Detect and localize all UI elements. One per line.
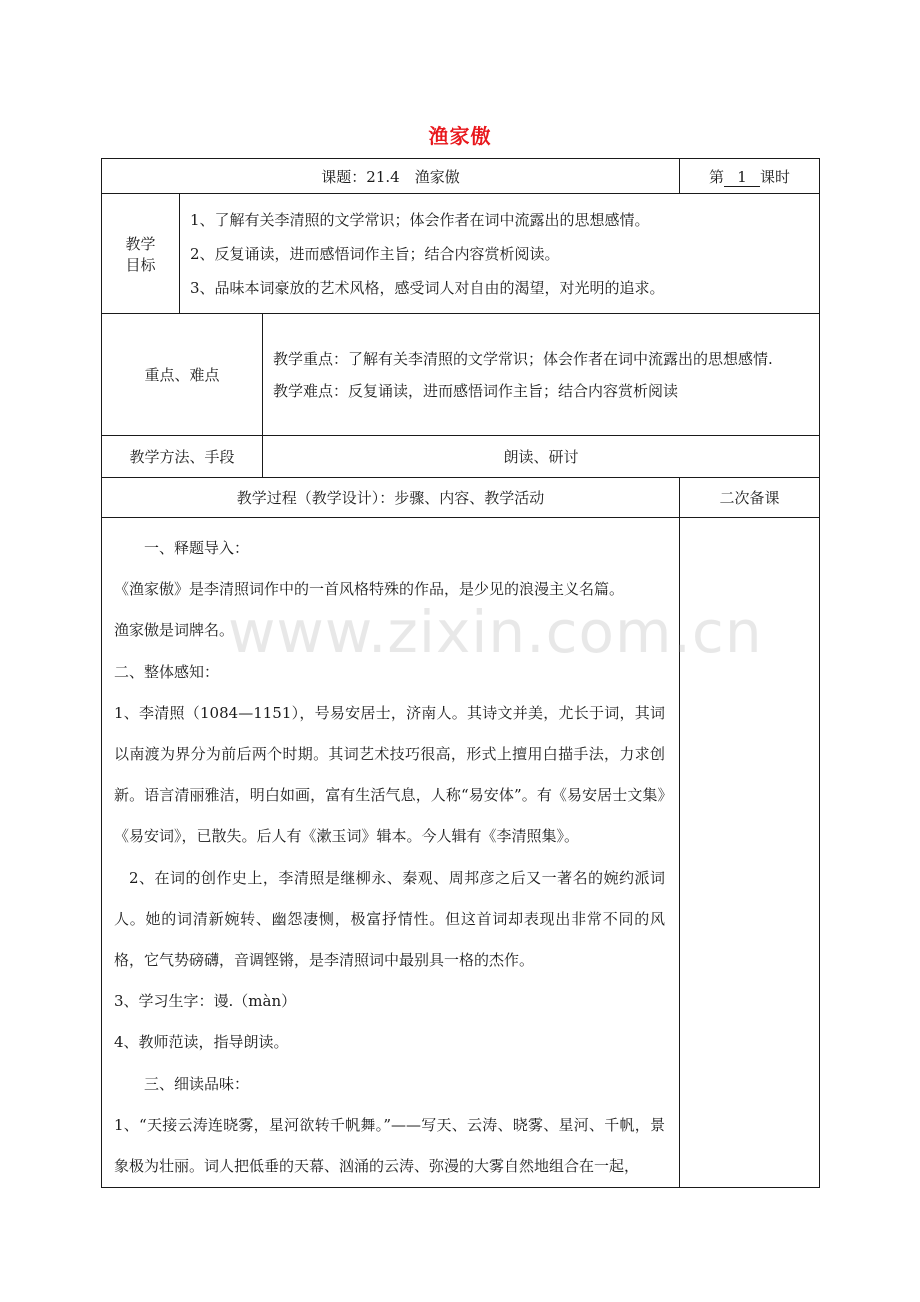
paragraph: 渔家傲是词牌名。	[114, 621, 235, 640]
section-heading: 二、整体感知：	[114, 662, 220, 681]
process-header-row	[102, 478, 820, 518]
paragraph: 4、教师范读，指导朗读。	[114, 1033, 289, 1052]
period-number: 1	[724, 168, 760, 187]
goals-row	[102, 194, 820, 314]
period-prefix: 第	[708, 167, 724, 186]
methods-label: 教学方法、手段	[102, 436, 263, 478]
paragraph: 1、“天接云涛连晓雾，星河欲转千帆舞。”——写天、云涛、晓雾、星河、千帆，景象极为壮丽。词人把低垂的天幕、汹涌的云涛、弥漫的大雾自然地组合在一起，	[114, 1115, 665, 1176]
section-heading: 三、细读品味：	[144, 1074, 250, 1093]
goal-item: 2、反复诵读，进而感悟词作主旨；结合内容赏析阅读。	[190, 244, 560, 263]
second-prep-label: 二次备课	[680, 478, 820, 518]
paragraph: 1、李清照（1084—1151），号易安居士，济南人。其诗文并美，尤长于词，其词以南渡为界分为前后两个时期。其词艺术技巧很高，形式上擅用白描手法，力求创新。语言清丽雅洁，明白如画，富有生活气息，人称“易安体”。有《易安居士文集》《易安词》，已散失。后人有《漱玉词》辑本。今人辑有《李清照集》。	[114, 703, 665, 846]
section-heading: 一、释题导入：	[144, 539, 250, 557]
process-row	[102, 518, 820, 1188]
keypoints-label: 重点、难点	[102, 314, 263, 436]
goals-content	[180, 194, 820, 314]
period-suffix: 课时	[760, 167, 791, 186]
paragraph: 3、学习生字：谩.（màn）	[114, 992, 297, 1011]
goal-item: 1、了解有关李清照的文学常识；体会作者在词中流露出的思想感情。	[190, 210, 650, 229]
lesson-plan-table	[101, 158, 820, 1188]
goals-label: 教学 目标	[102, 194, 180, 314]
methods-row	[102, 436, 820, 478]
process-header-label: 教学过程（教学设计）：步骤、内容、教学活动	[102, 478, 680, 518]
watermark: www.zixin.com.cn	[228, 598, 763, 666]
paragraph: 2、在词的创作史上，李清照是继柳永、秦观、周邦彦之后又一著名的婉约派词人。她的词清新婉转、幽怨凄恻，极富抒情性。但这首词却表现出非常不同的风格，它气势磅礴，音调铿锵，是李清照词中最别具一格的杰作。	[114, 868, 665, 970]
paragraph: 《渔家傲》是李清照词作中的一首风格特殊的作品，是少见的浪漫主义名篇。	[114, 580, 625, 599]
document-title: 渔家傲	[428, 124, 492, 148]
keypoints-row	[102, 314, 820, 436]
focus-text: 教学重点：了解有关李清照的文学常识；体会作者在词中流露出的思想感情.	[273, 349, 773, 368]
difficulty-text: 教学难点：反复诵读，进而感悟词作主旨；结合内容赏析阅读	[273, 381, 679, 400]
methods-value: 朗读、研讨	[263, 436, 820, 478]
header-row	[102, 159, 820, 194]
process-content	[102, 518, 680, 1188]
goal-item: 3、品味本词豪放的艺术风格，感受词人对自由的渴望，对光明的追求。	[190, 278, 665, 297]
second-prep-column	[680, 518, 820, 1188]
keypoints-content	[263, 314, 820, 436]
period-cell	[680, 159, 820, 194]
topic-cell: 课题：21.4 渔家傲	[102, 159, 680, 194]
